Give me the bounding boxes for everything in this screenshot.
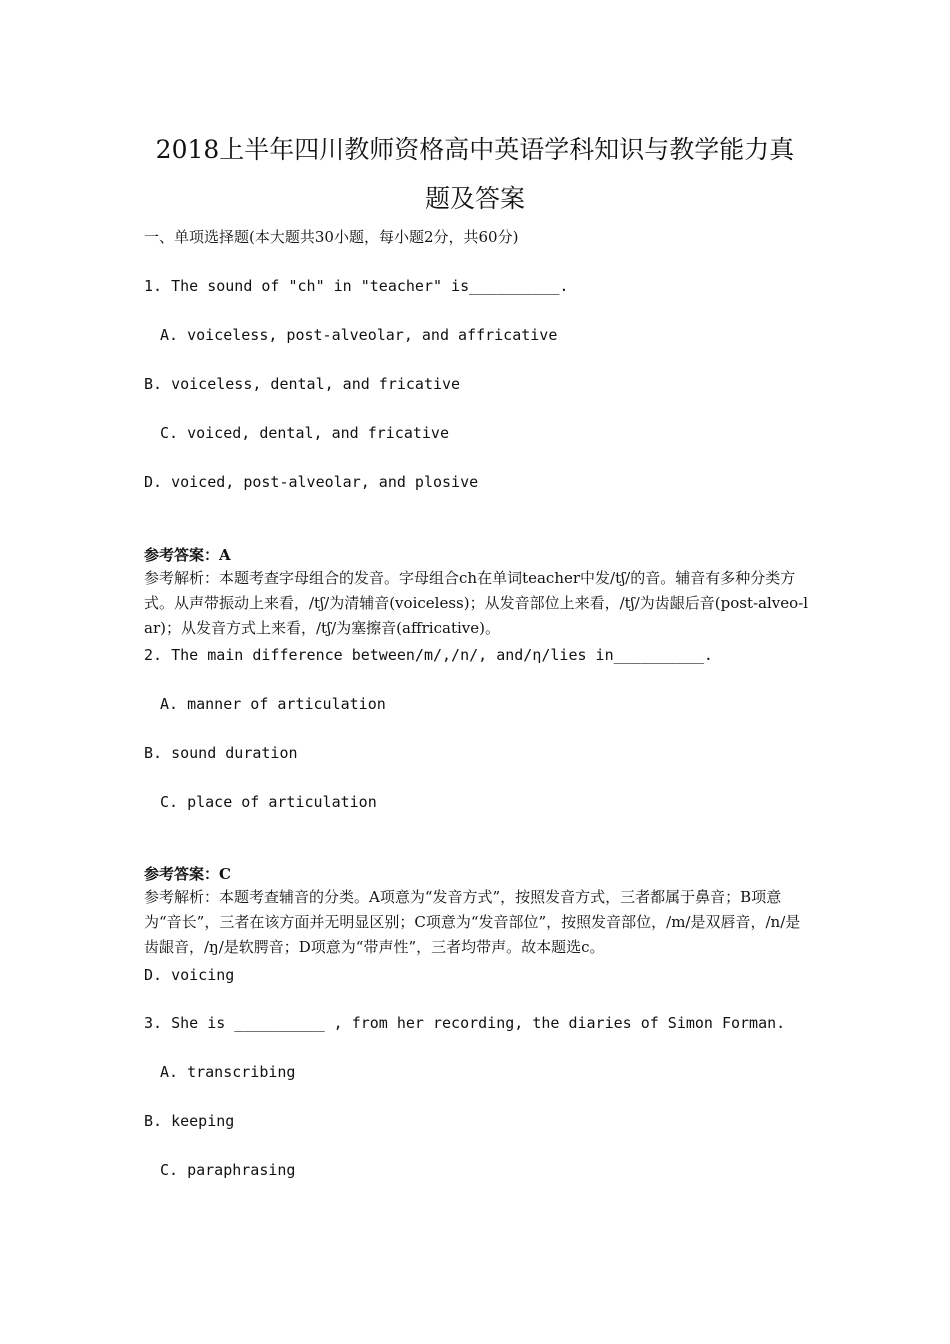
question-2-option-c: C. place of articulation [160,793,377,811]
question-1-option-b: B. voiceless, dental, and fricative [144,375,461,393]
question-1-option-d: D. voiced, post-alveolar, and plosive [144,473,479,491]
question-2-option-d: D. voicing [144,966,235,984]
question-3-option-c: C. paraphrasing [160,1161,296,1179]
document-title-line-1: 2018上半年四川教师资格高中英语学科知识与教学能力真 [155,135,795,164]
question-2-stem: 2. The main difference between/m/,/n/, and/η/lies in__________. [144,646,713,664]
question-3-option-b: B. keeping [144,1112,235,1130]
question-2-analysis: 参考解析：本题考查辅音的分类。A项意为“发音方式”，按照发音方式，三者都属于鼻音；B项意为“音长”，三者在该方面并无明显区别；C项意为“发音部位”，按照发音部位，/m/是双唇音，/n/是齿龈音，/ŋ/是软腭音；D项意为“带声性”，三者均带声。故本题选c。 [144,888,801,956]
question-2-answer: 参考答案：C [144,865,231,883]
question-3-stem: 3. She is __________ , from her recording, the diaries of Simon Forman. [144,1014,786,1032]
question-1-stem: 1. The sound of "ch" in "teacher" is__________. [144,277,569,295]
document-title-line-2: 题及答案 [424,184,525,213]
question-1-analysis: 参考解析：本题考查字母组合的发音。字母组合ch在单词teacher中发/tʃ/的音。辅音有多种分类方式。从声带振动上来看，/tʃ/为清辅音(voiceless)；从发音部位上来看，/tʃ/为齿龈后音(post-alveo-lar)；从发音方式上来看，/tʃ/为塞擦音(affricative)。 [144,569,809,637]
question-1-option-a: A. voiceless, post-alveolar, and affricative [160,326,558,344]
question-1-answer: 参考答案：A [144,546,231,564]
question-2-option-a: A. manner of articulation [160,695,386,713]
section-heading: 一、单项选择题(本大题共30小题，每小题2分，共60分) [144,228,519,246]
question-3-option-a: A. transcribing [160,1063,296,1081]
question-2-option-b: B. sound duration [144,744,298,762]
question-1-option-c: C. voiced, dental, and fricative [160,424,449,442]
